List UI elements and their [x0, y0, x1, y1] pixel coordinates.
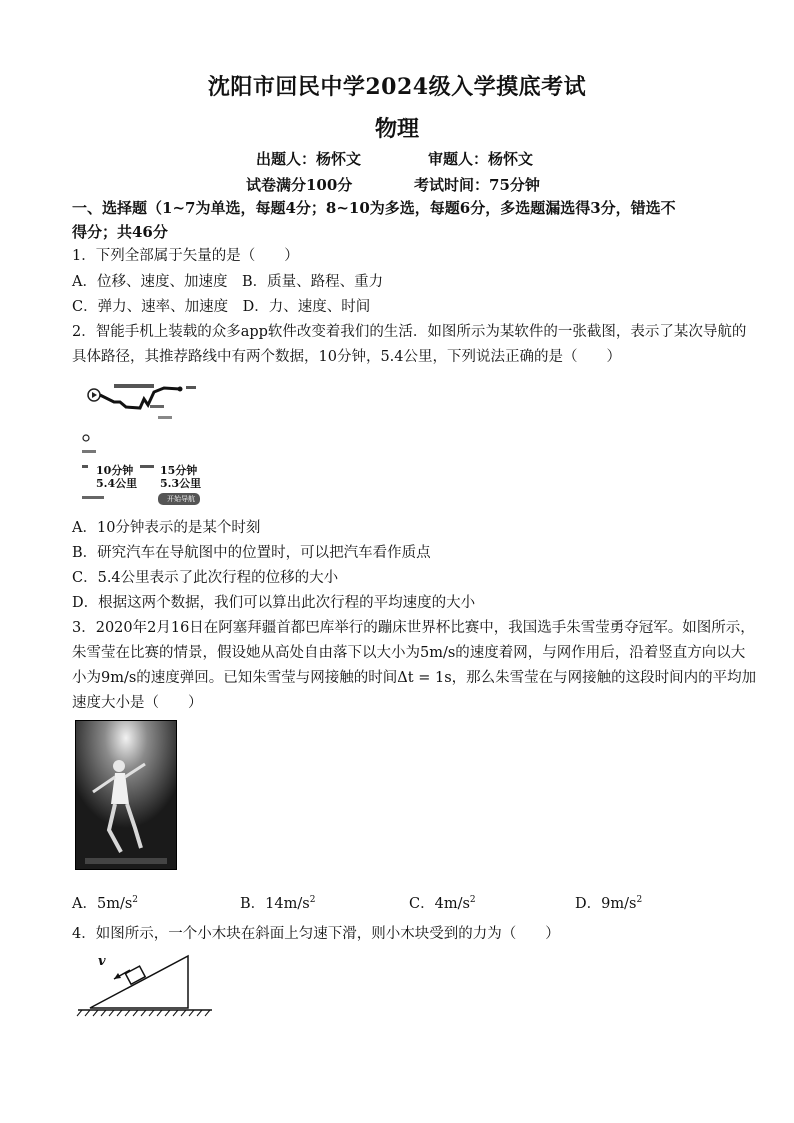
destination-marker-icon — [178, 387, 183, 392]
route2-distance: 5.3公里 — [160, 477, 202, 490]
route1-distance: 5.4公里 — [96, 477, 138, 490]
q1-stem: 1．下列全部属于矢量的是（ ） — [72, 248, 299, 264]
q2-option-c: C．5.4公里表示了此次行程的位移的大小 — [72, 570, 339, 586]
q1-options-ab: A．位移、速度、加速度 B．质量、路程、重力 — [72, 274, 384, 290]
q2-stem-line2: 具体路径，其推荐路线中有两个数据，10分钟，5.4公里，下列说法正确的是（ ） — [72, 349, 622, 365]
q3-stem-line2: 朱雪莹在比赛的情景，假设她从高处自由落下以大小为5m/s的速度着网，与网作用后，沿着竖直方向以大 — [72, 645, 746, 661]
location-icon — [83, 435, 89, 441]
q1-options-cd: C．弹力、速率、加速度 D．力、速度、时间 — [72, 299, 371, 315]
incline-block-figure — [76, 948, 216, 1020]
section-heading-line1: 一、选择题（1~7为单选，每题4分；8~10为多选，每题6分，多选题漏选得3分，错选不 — [72, 199, 676, 217]
q2-option-b: B．研究汽车在导航图中的位置时，可以把汽车看作质点 — [72, 545, 431, 561]
q3-option-d: D．$9m/s^2$ — [575, 895, 643, 912]
route2-time: 15分钟 — [160, 464, 198, 477]
route1-time: 10分钟 — [96, 464, 134, 477]
q3-stem-line3: 小为9m/s的速度弹回。已知朱雪莹与网接触的时间Δt = 1s，那么朱雪莹在与网接触的这段时间内的平均加 — [72, 670, 757, 686]
ground-hatching — [77, 1010, 210, 1016]
navigation-screenshot-figure — [78, 372, 228, 512]
q3-stem-line4: 速度大小是（ ） — [72, 695, 203, 711]
q3-option-b: B．$14m/s^2$ — [240, 895, 316, 912]
setter-label: 出题人：杨怀文 — [256, 150, 362, 168]
velocity-label: v — [98, 954, 106, 969]
wooden-block — [125, 966, 145, 984]
exam-time-label: 考试时间：75分钟 — [414, 176, 540, 194]
start-navigation-label: 开始导航 — [167, 495, 195, 503]
school-exam-title: 沈阳市回民中学2024级入学摸底考试 — [207, 74, 587, 100]
q2-stem-line1: 2．智能手机上装载的众多app软件改变着我们的生活．如图所示为某软件的一张截图，表示了某次导航的 — [72, 324, 747, 340]
route-path — [100, 388, 180, 408]
subject-title: 物理 — [374, 116, 419, 142]
q3-option-c: C．$4m/s^2$ — [409, 895, 476, 912]
q2-option-a: A．10分钟表示的是某个时刻 — [72, 520, 261, 536]
q2-option-d: D．根据这两个数据，我们可以算出此次行程的平均速度的大小 — [72, 595, 476, 611]
trampoline-athlete-photo — [75, 720, 177, 870]
q3-option-a: A．$5m/s^2$ — [72, 895, 139, 912]
q3-stem-line1: 3．2020年2月16日在阿塞拜疆首都巴库举行的蹦床世界杯比赛中，我国选手朱雪莹勇夺冠军。如图所示， — [72, 620, 755, 636]
navigation-route-map — [78, 372, 228, 512]
athlete-head — [113, 760, 125, 772]
reviewer-label: 审题人：杨怀文 — [428, 150, 534, 168]
full-score-label: 试卷满分100分 — [246, 176, 353, 194]
section-heading-line2: 得分；共46分 — [72, 223, 168, 241]
q4-stem: 4．如图所示，一个小木块在斜面上匀速下滑，则小木块受到的力为（ ） — [72, 926, 560, 942]
